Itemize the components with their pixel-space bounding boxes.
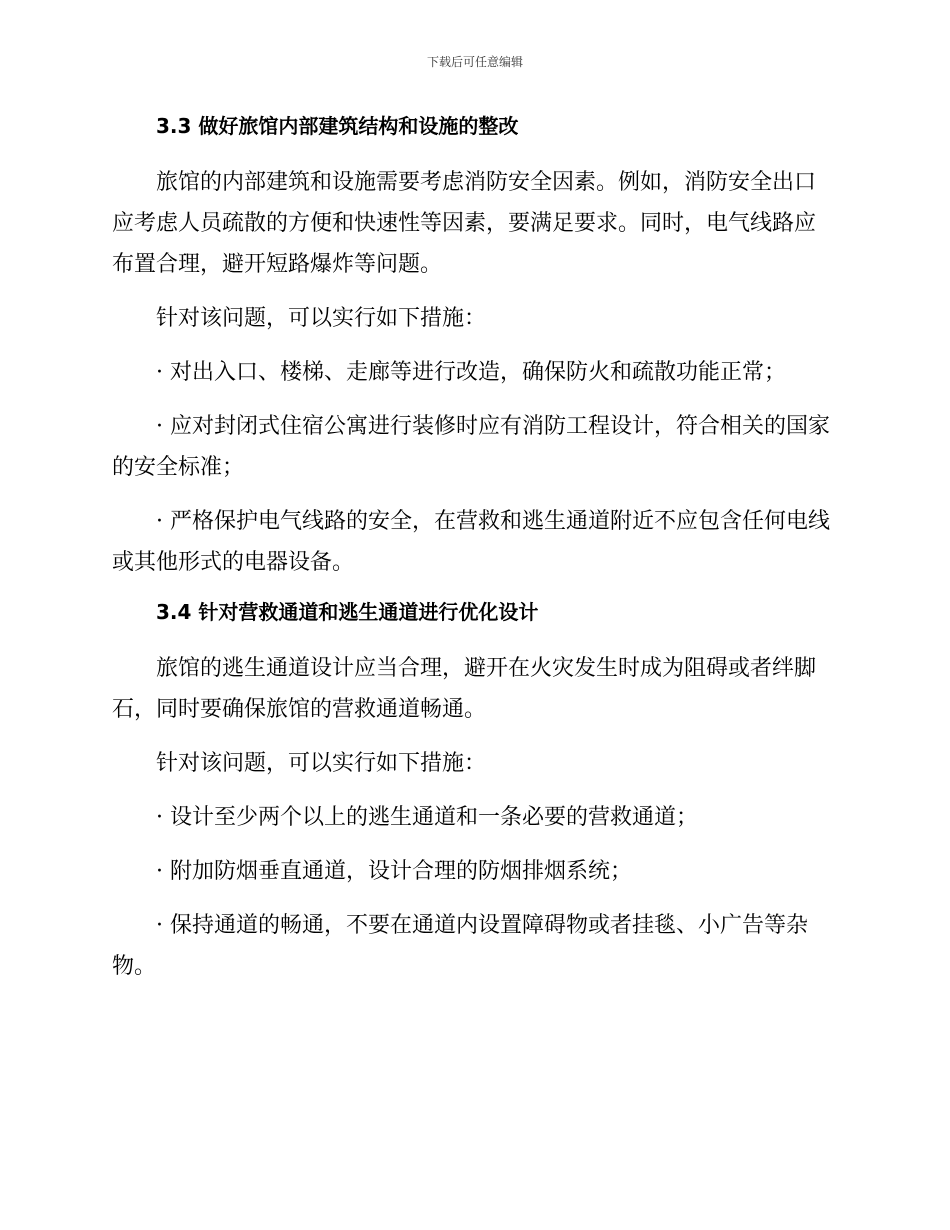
- section-heading: 3.3 做好旅馆内部建筑结构和设施的整改: [156, 114, 519, 138]
- document-body: [112, 110, 836, 1000]
- paragraph: 针对该问题，可以实行如下措施：: [156, 306, 487, 331]
- paragraph: 旅馆的内部建筑和设施需要考虑消防安全因素。例如，消防安全出口应考虑人员疏散的方便和快速性等因素，要满足要求。同时，电气线路应布置合理，避开短路爆炸等问题。: [112, 170, 817, 277]
- bullet-item: · 保持通道的畅通，不要在通道内设置障碍物或者挂毯、小广告等杂物。: [112, 913, 808, 979]
- bullet-item: · 附加防烟垂直通道，设计合理的防烟排烟系统；: [156, 859, 632, 884]
- bullet-item: · 设计至少两个以上的逃生通道和一条必要的营救通道；: [156, 805, 698, 830]
- bullet-item: · 对出入口、楼梯、走廊等进行改造，确保防火和疏散功能正常；: [156, 360, 786, 385]
- paragraph: 旅馆的逃生通道设计应当合理，避开在火灾发生时成为阻碍或者绊脚石，同时要确保旅馆的营救通道畅通。: [112, 656, 817, 722]
- bullet-item: · 严格保护电气线路的安全，在营救和逃生通道附近不应包含任何电线或其他形式的电器设备。: [112, 509, 830, 575]
- page-header-note: 下载后可任意编辑: [426, 55, 523, 69]
- section-heading: 3.4 针对营救通道和逃生通道进行优化设计: [156, 600, 539, 624]
- bullet-item: · 应对封闭式住宿公寓进行装修时应有消防工程设计，符合相关的国家的安全标准；: [112, 414, 830, 480]
- paragraph: 针对该问题，可以实行如下措施：: [156, 751, 487, 776]
